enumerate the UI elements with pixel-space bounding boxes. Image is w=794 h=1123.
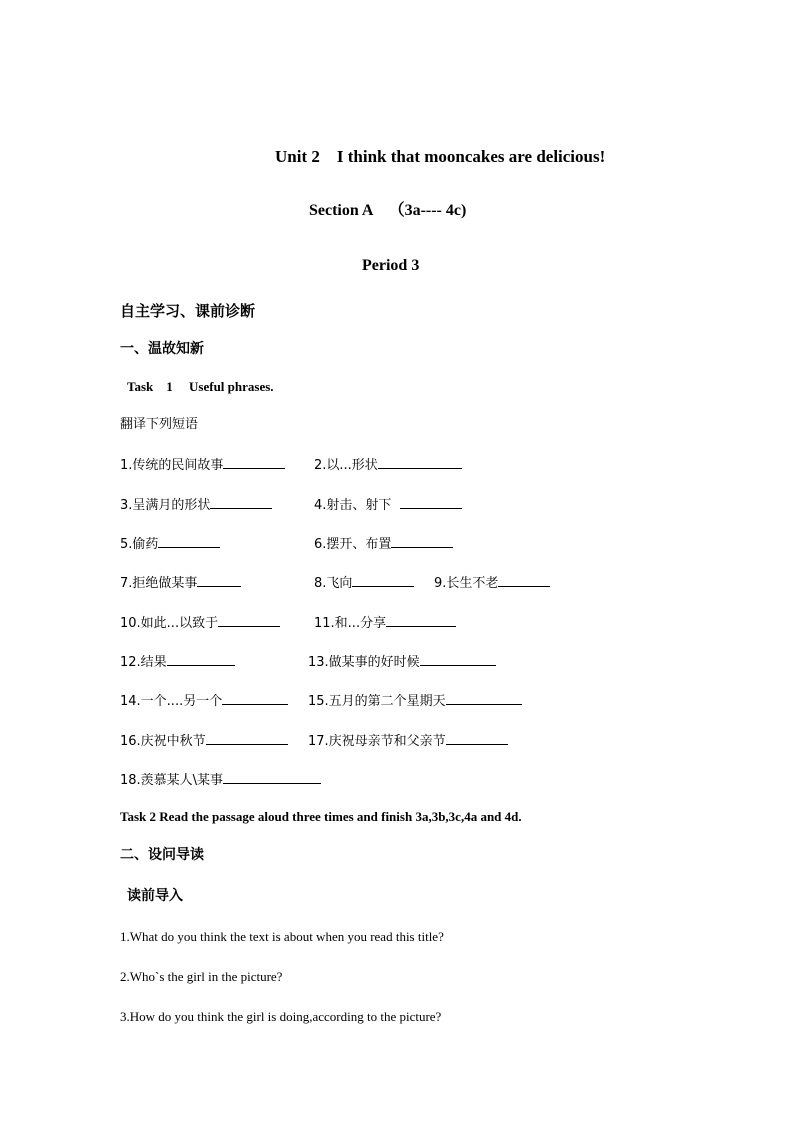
phrase-item: 12.结果: [120, 654, 235, 669]
phrase-item: 13.做某事的好时候: [308, 654, 496, 669]
translate-instruction: 翻译下列短语: [120, 417, 199, 432]
answer-blank[interactable]: [446, 733, 508, 745]
phrase-item: 15.五月的第二个星期天: [308, 693, 522, 708]
answer-blank[interactable]: [223, 772, 321, 784]
question-item: 2.Who`s the girl in the picture?: [120, 969, 283, 984]
phrase-item: 9.长生不老: [434, 575, 550, 590]
guided-reading-heading: 二、设问导读: [120, 847, 204, 863]
answer-blank[interactable]: [218, 615, 280, 627]
answer-blank[interactable]: [210, 497, 272, 509]
phrase-item: 17.庆祝母亲节和父亲节: [308, 733, 508, 748]
answer-blank[interactable]: [222, 693, 288, 705]
phrase-item: 6.摆开、布置: [314, 536, 453, 551]
phrase-item: 14.一个....另一个: [120, 693, 288, 708]
question-item: 1.What do you think the text is about when you read this title?: [120, 929, 444, 944]
phrase-item: 16.庆祝中秋节: [120, 733, 288, 748]
answer-blank[interactable]: [206, 733, 288, 745]
phrase-item: 7.拒绝做某事: [120, 575, 241, 590]
phrase-item: 2.以...形状: [314, 457, 462, 472]
self-study-heading: 自主学习、课前诊断: [120, 302, 256, 320]
answer-blank[interactable]: [167, 654, 235, 666]
answer-blank[interactable]: [197, 575, 241, 587]
answer-blank[interactable]: [386, 615, 456, 627]
unit-title: Unit 2 I think that mooncakes are delicious!: [275, 147, 606, 166]
task2-title: Task 2 Read the passage aloud three times and finish 3a,3b,3c,4a and 4d.: [120, 809, 522, 824]
answer-blank[interactable]: [352, 575, 414, 587]
phrase-item: 3.呈满月的形状: [120, 497, 272, 512]
answer-blank[interactable]: [498, 575, 550, 587]
answer-blank[interactable]: [446, 693, 522, 705]
phrase-item: 18.羡慕某人\某事: [120, 772, 321, 787]
answer-blank[interactable]: [420, 654, 496, 666]
phrase-item: 11.和...分享: [314, 615, 456, 630]
review-heading: 一、温故知新: [120, 341, 204, 357]
phrase-item: 4.射击、射下: [314, 497, 462, 512]
section-title: Section A （3a---- 4c): [309, 202, 467, 219]
phrase-item: 1.传统的民间故事: [120, 457, 285, 472]
task1-title: Task 1 Useful phrases.: [127, 379, 274, 394]
answer-blank[interactable]: [158, 536, 220, 548]
phrase-item: 8.飞向: [314, 575, 414, 590]
phrase-item: 10.如此...以致于: [120, 615, 280, 630]
pre-reading-heading: 读前导入: [127, 888, 183, 904]
period-title: Period 3: [362, 257, 420, 274]
answer-blank[interactable]: [378, 457, 462, 469]
phrase-item: 5.偷药: [120, 536, 220, 551]
question-item: 3.How do you think the girl is doing,according to the picture?: [120, 1009, 442, 1024]
answer-blank[interactable]: [391, 536, 453, 548]
answer-blank[interactable]: [223, 457, 285, 469]
answer-blank[interactable]: [400, 497, 462, 509]
